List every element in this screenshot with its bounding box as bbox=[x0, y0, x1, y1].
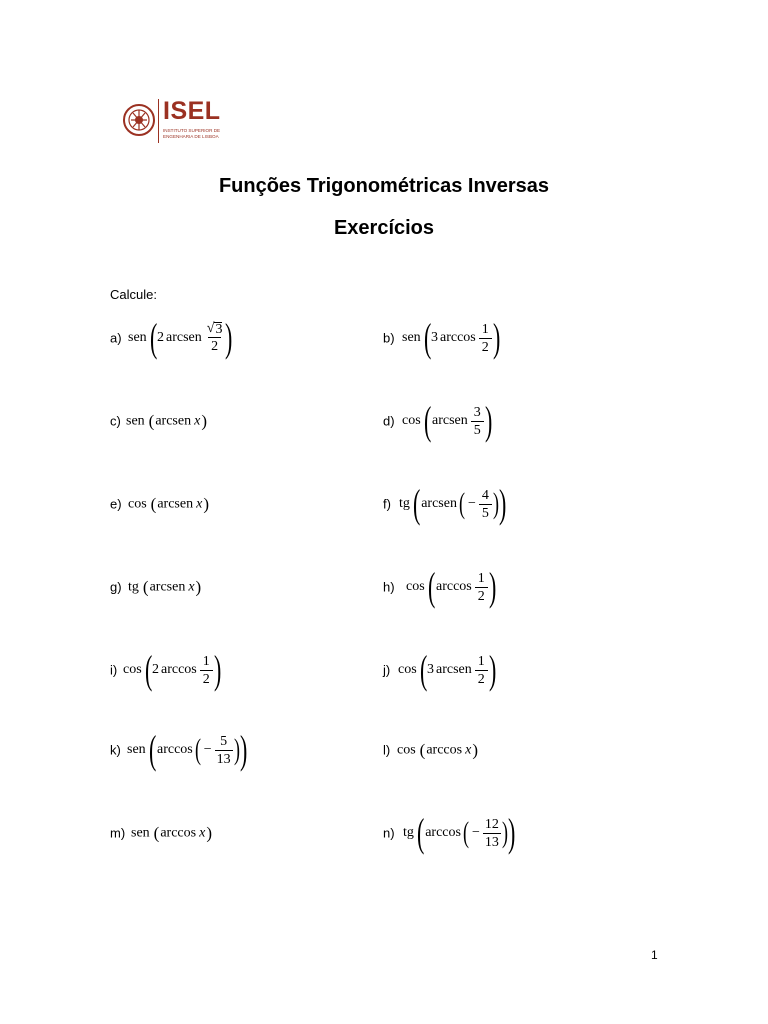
exercise-b bbox=[383, 313, 633, 363]
exercise-expression bbox=[128, 315, 233, 360]
inner-function: arccos bbox=[161, 662, 197, 677]
right-paren: ) bbox=[472, 740, 478, 760]
fraction-denominator: 5 bbox=[479, 504, 492, 521]
inner-function: arccos bbox=[440, 330, 476, 345]
exercise-j bbox=[383, 645, 633, 695]
exercise-f bbox=[383, 479, 633, 529]
exercise-expression bbox=[399, 481, 507, 526]
exercise-g bbox=[110, 562, 360, 612]
exercise-k bbox=[110, 725, 360, 775]
exercise-n bbox=[383, 808, 633, 858]
exercise-label: j) bbox=[383, 662, 391, 678]
fraction bbox=[483, 817, 501, 850]
fraction bbox=[205, 322, 225, 354]
fraction-denominator: 2 bbox=[208, 337, 221, 354]
fraction-numerator: 1 bbox=[477, 653, 485, 669]
inner-function: arcsen bbox=[421, 496, 457, 511]
fraction bbox=[471, 405, 484, 438]
logo-divider bbox=[158, 99, 159, 143]
exercise-label: g) bbox=[110, 579, 122, 595]
inner-function: arcsen bbox=[155, 413, 192, 428]
right-paren: ) bbox=[195, 577, 202, 597]
right-paren: ) bbox=[501, 816, 508, 849]
sqrt-icon: √ bbox=[206, 321, 215, 336]
page-subtitle: Exercícios bbox=[333, 217, 435, 239]
left-paren: ( bbox=[148, 411, 155, 431]
outer-function: tg bbox=[403, 825, 414, 840]
exercise-label: h) bbox=[383, 579, 395, 595]
exercise-expression bbox=[131, 825, 213, 842]
coefficient: 2 bbox=[152, 662, 159, 677]
left-paren: ( bbox=[416, 810, 425, 855]
exercise-label: a) bbox=[110, 330, 122, 346]
fraction bbox=[215, 734, 233, 767]
exercise-label: e) bbox=[110, 496, 122, 512]
exercise-i bbox=[110, 645, 360, 695]
exercise-l bbox=[383, 725, 633, 775]
exercise-expression bbox=[406, 564, 497, 609]
fraction bbox=[479, 488, 492, 521]
outer-function: sen bbox=[128, 330, 147, 345]
left-paren: ( bbox=[144, 647, 153, 692]
coefficient: 3 bbox=[431, 330, 438, 345]
outer-function: sen bbox=[126, 413, 145, 428]
inner-function: arcsen bbox=[166, 330, 202, 345]
outer-function: cos bbox=[402, 413, 421, 428]
exercise-expression bbox=[123, 647, 222, 692]
fraction-numerator: 5 bbox=[220, 733, 228, 749]
variable: x bbox=[465, 742, 472, 757]
outer-function: cos bbox=[128, 496, 147, 511]
left-paren: ( bbox=[142, 577, 149, 597]
fraction-numerator: 12 bbox=[484, 816, 499, 832]
exercise-label: b) bbox=[383, 330, 395, 346]
left-paren: ( bbox=[419, 740, 426, 760]
right-paren: ) bbox=[233, 733, 240, 766]
outer-function: sen bbox=[402, 330, 421, 345]
exercise-expression bbox=[403, 810, 516, 855]
exercise-label: k) bbox=[110, 742, 121, 758]
inner-function: arccos bbox=[425, 825, 461, 840]
exercise-expression bbox=[127, 727, 248, 772]
right-paren: ) bbox=[206, 823, 212, 843]
fraction-numerator: 1 bbox=[202, 653, 210, 669]
fraction-denominator: 2 bbox=[479, 338, 492, 355]
left-paren: ( bbox=[149, 315, 158, 360]
minus-sign: − bbox=[203, 742, 212, 757]
right-paren: ) bbox=[203, 494, 209, 514]
variable: x bbox=[188, 579, 195, 594]
fraction-denominator: 13 bbox=[216, 751, 231, 767]
outer-function: cos bbox=[406, 579, 425, 594]
fraction-numerator: 1 bbox=[477, 570, 485, 586]
logo-name: ISEL bbox=[163, 97, 221, 125]
right-paren: ) bbox=[507, 810, 516, 855]
outer-function: tg bbox=[399, 496, 410, 511]
left-paren: ( bbox=[150, 494, 157, 514]
fraction bbox=[475, 654, 488, 687]
outer-function: cos bbox=[398, 662, 417, 677]
inner-function: arcsen bbox=[436, 662, 472, 677]
inner-function: arcsen bbox=[432, 413, 468, 428]
inner-function: arcsen bbox=[149, 579, 186, 594]
right-paren: ) bbox=[488, 564, 497, 609]
exercise-m bbox=[110, 808, 360, 858]
page-number: 1 bbox=[651, 948, 658, 962]
left-paren: ( bbox=[148, 727, 157, 772]
exercise-label: d) bbox=[383, 413, 395, 429]
fraction-denominator: 2 bbox=[200, 670, 213, 687]
left-paren: ( bbox=[458, 487, 465, 520]
fraction-denominator: 2 bbox=[475, 670, 488, 687]
exercise-d bbox=[383, 396, 633, 446]
left-paren: ( bbox=[194, 733, 201, 766]
left-paren: ( bbox=[412, 481, 421, 526]
exercise-label: i) bbox=[110, 662, 118, 678]
variable: x bbox=[196, 496, 203, 511]
exercise-expression bbox=[128, 579, 202, 596]
right-paren: ) bbox=[498, 481, 507, 526]
isel-emblem-icon bbox=[122, 99, 156, 141]
left-paren: ( bbox=[419, 647, 428, 692]
left-paren: ( bbox=[423, 398, 432, 443]
outer-function: sen bbox=[131, 825, 150, 840]
coefficient: 3 bbox=[427, 662, 434, 677]
exercise-expression bbox=[398, 647, 497, 692]
left-paren: ( bbox=[423, 315, 432, 360]
page-title: Funções Trigonométricas Inversas bbox=[218, 175, 550, 197]
exercise-expression bbox=[402, 398, 493, 443]
right-paren: ) bbox=[225, 315, 233, 360]
inner-function: arcsen bbox=[157, 496, 194, 511]
exercise-expression bbox=[126, 413, 208, 430]
outer-function: cos bbox=[397, 742, 416, 757]
fraction-denominator: 13 bbox=[484, 834, 499, 850]
fraction bbox=[475, 571, 488, 604]
instruction-text: Calcule: bbox=[110, 287, 157, 302]
fraction-denominator: 2 bbox=[475, 587, 488, 604]
exercise-c bbox=[110, 396, 360, 446]
exercise-expression bbox=[397, 742, 479, 759]
right-paren: ) bbox=[492, 315, 501, 360]
exercise-label: n) bbox=[383, 825, 395, 841]
right-paren: ) bbox=[201, 411, 207, 431]
right-paren: ) bbox=[488, 647, 497, 692]
isel-logo bbox=[122, 95, 222, 150]
coefficient: 2 bbox=[157, 330, 164, 345]
exercise-expression bbox=[402, 315, 501, 360]
left-paren: ( bbox=[462, 816, 469, 849]
inner-function: arccos bbox=[157, 742, 193, 757]
fraction-numerator: 3 bbox=[473, 404, 481, 420]
right-paren: ) bbox=[484, 398, 493, 443]
exercise-label: f) bbox=[383, 496, 391, 512]
outer-function: sen bbox=[127, 742, 146, 757]
exercise-e bbox=[110, 479, 360, 529]
minus-sign: − bbox=[467, 496, 476, 511]
inner-function: arccos bbox=[426, 742, 463, 757]
logo-tagline: INSTITUTO SUPERIOR DE ENGENHARIA DE LISBOA bbox=[163, 128, 221, 139]
outer-function: cos bbox=[123, 662, 142, 677]
fraction-numerator bbox=[205, 322, 225, 337]
right-paren: ) bbox=[239, 727, 248, 772]
fraction bbox=[479, 322, 492, 355]
inner-function: arccos bbox=[436, 579, 472, 594]
minus-sign: − bbox=[471, 825, 480, 840]
fraction bbox=[200, 654, 213, 687]
variable: x bbox=[199, 825, 206, 840]
fraction-numerator: 1 bbox=[481, 321, 489, 337]
left-paren: ( bbox=[153, 823, 160, 843]
inner-function: arccos bbox=[160, 825, 197, 840]
outer-function: tg bbox=[128, 579, 139, 594]
right-paren: ) bbox=[213, 647, 222, 692]
exercise-label: m) bbox=[110, 825, 126, 841]
fraction-numerator: 4 bbox=[481, 487, 489, 503]
exercise-label: c) bbox=[110, 413, 121, 429]
fraction-denominator: 5 bbox=[471, 421, 484, 438]
exercise-a bbox=[110, 313, 360, 363]
variable: x bbox=[194, 413, 201, 428]
right-paren: ) bbox=[492, 487, 499, 520]
exercise-label: l) bbox=[383, 742, 391, 758]
radicand: 3 bbox=[215, 322, 223, 337]
exercise-expression bbox=[128, 496, 210, 513]
exercise-h bbox=[383, 562, 633, 612]
left-paren: ( bbox=[427, 564, 436, 609]
